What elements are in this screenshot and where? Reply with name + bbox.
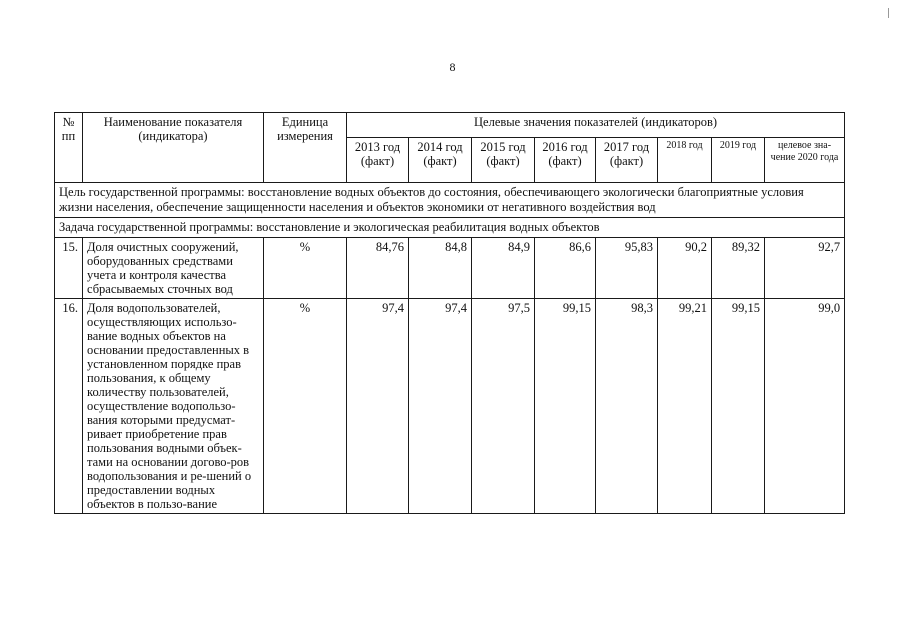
indicator-unit: % [264, 299, 347, 514]
scan-artifact [888, 8, 889, 18]
value-2019: 89,32 [712, 238, 765, 299]
indicator-unit: % [264, 238, 347, 299]
task-row [55, 218, 845, 238]
value-2017: 95,83 [596, 238, 658, 299]
value-2020: 99,0 [765, 299, 845, 514]
value-2018: 90,2 [658, 238, 712, 299]
value-2014: 97,4 [409, 299, 472, 514]
page-number: 8 [449, 60, 456, 74]
table-header-row [55, 113, 845, 138]
program-task: Задача государственной программы: восстановление и экологическая реабилитация водных объектов [55, 218, 845, 238]
header-target-values: Целевые значения показателей (индикаторов) [347, 113, 845, 138]
indicators-table [54, 112, 845, 514]
goal-row [55, 183, 845, 218]
header-num: № пп [55, 113, 83, 183]
header-unit: Единица измерения [264, 113, 347, 183]
value-2020: 92,7 [765, 238, 845, 299]
indicator-name: Доля очистных сооружений, оборудованных средствами учета и контроля качества сбрасываемых сточных вод [83, 238, 264, 299]
program-goal: Цель государственной программы: восстановление водных объектов до состояния, обеспечивающего экологически благоприятные условия жизни населения, обеспечение защищенности населения и объектов экономики от негативного воздействия вод [55, 183, 845, 218]
value-2015: 97,5 [472, 299, 535, 514]
value-2015: 84,9 [472, 238, 535, 299]
header-year-2013: 2013 год (факт) [347, 138, 409, 183]
row-number: 16. [55, 299, 83, 514]
header-year-2019: 2019 год [712, 138, 765, 183]
value-2016: 86,6 [535, 238, 596, 299]
value-2014: 84,8 [409, 238, 472, 299]
header-year-2017: 2017 год (факт) [596, 138, 658, 183]
value-2013: 97,4 [347, 299, 409, 514]
header-year-2018: 2018 год [658, 138, 712, 183]
header-year-2015: 2015 год (факт) [472, 138, 535, 183]
table-row [55, 238, 845, 299]
value-2016: 99,15 [535, 299, 596, 514]
table-row [55, 299, 845, 514]
value-2019: 99,15 [712, 299, 765, 514]
row-number: 15. [55, 238, 83, 299]
header-year-2016: 2016 год (факт) [535, 138, 596, 183]
indicator-name: Доля водопользователей, осуществляющих использо-вание водных объектов на основании предоставленных в установленном порядке прав пользования, к общему количеству пользователей, осуществление водопользо-вания которыми предусмат-ривает приобретение прав пользования водными объек-тами на основании догово-ров водопользования и ре-шений о предоставлении водных объектов в пользо-вание [83, 299, 264, 514]
header-target-2020: целевое зна-чение 2020 года [765, 138, 845, 183]
value-2013: 84,76 [347, 238, 409, 299]
header-name: Наименование показателя (индикатора) [83, 113, 264, 183]
header-year-2014: 2014 год (факт) [409, 138, 472, 183]
value-2017: 98,3 [596, 299, 658, 514]
value-2018: 99,21 [658, 299, 712, 514]
